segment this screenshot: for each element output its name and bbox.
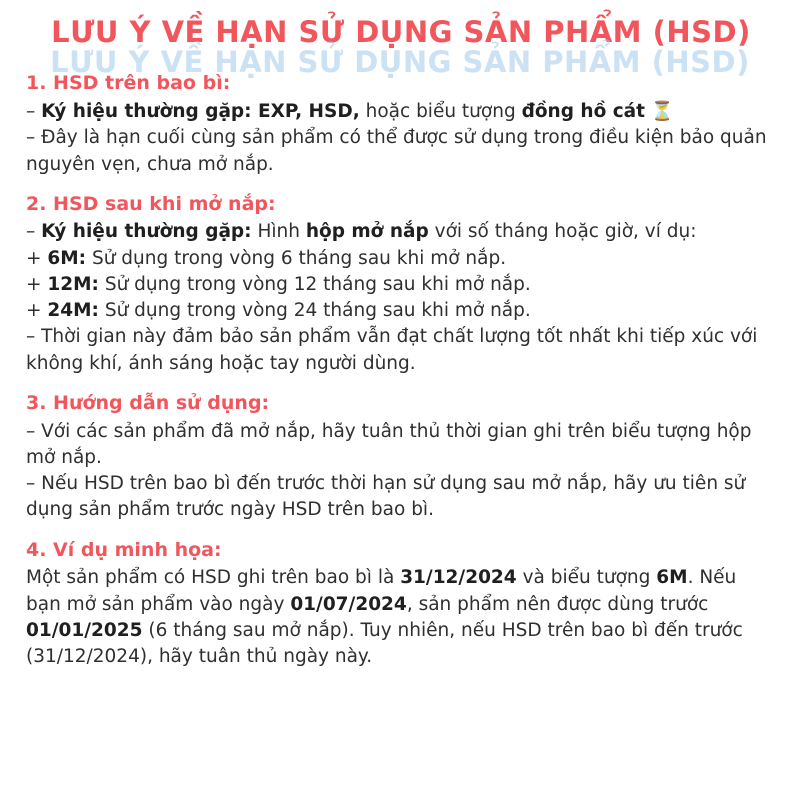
section [26, 71, 776, 177]
emphasis-text: 24M: [47, 300, 99, 322]
section-heading: 3. Hướng dẫn sử dụng: [26, 392, 270, 415]
body-text: hoặc biểu tượng [359, 100, 522, 122]
section-line [26, 471, 776, 524]
section-line [26, 324, 776, 377]
emphasis-text: 01/07/2024 [290, 593, 407, 615]
section [26, 192, 776, 377]
body-text: – [26, 100, 42, 122]
section [26, 538, 776, 671]
body-text: Một sản phẩm có HSD ghi trên bao bì là [26, 567, 401, 589]
sections-container [26, 71, 776, 670]
body-text: Hình [251, 221, 306, 243]
title-ghost-shadow: LƯU Ý VỀ HẠN SỬ DỤNG SẢN PHẨM (HSD) [50, 45, 750, 79]
body-text: . Nếu bạn mở sản phẩm vào ngày [26, 567, 737, 615]
section-line [26, 246, 776, 272]
emphasis-text: 01/01/2025 [26, 619, 143, 641]
body-text: và biểu tượng [516, 567, 657, 589]
emphasis-text: 6M [656, 567, 688, 589]
body-text: – Đây là hạn cuối cùng sản phẩm có thể được sử dụng trong điều kiện bảo quản nguyên vẹn, chưa mở nắp. [26, 127, 767, 175]
section-line [26, 219, 776, 245]
section-line [26, 125, 776, 178]
emphasis-text: 31/12/2024 [400, 567, 517, 589]
body-text: + [26, 247, 48, 269]
section-line [26, 298, 776, 324]
emphasis-text: đồng hồ cát [521, 100, 646, 122]
section-heading: 1. HSD trên bao bì: [26, 72, 231, 95]
body-text: + [26, 273, 48, 295]
body-text: – [26, 221, 42, 243]
body-text: ⏳ [645, 100, 674, 122]
body-text: – Thời gian này đảm bảo sản phẩm vẫn đạt chất lượng tốt nhất khi tiếp xúc với không khí, ánh sáng hoặc tay người dùng. [26, 326, 758, 374]
section-heading: 2. HSD sau khi mở nắp: [26, 192, 276, 215]
body-text: Sử dụng trong vòng 24 tháng sau khi mở nắp. [98, 300, 531, 322]
section-line [26, 272, 776, 298]
body-text: – Với các sản phẩm đã mở nắp, hãy tuân thủ thời gian ghi trên biểu tượng hộp mở nắp. [26, 420, 752, 468]
section [26, 391, 776, 524]
section-line [26, 419, 776, 472]
emphasis-text: hộp mở nắp [305, 221, 429, 243]
emphasis-text: 6M: [47, 247, 87, 269]
body-text: – Nếu HSD trên bao bì đến trước thời hạn sử dụng sau mở nắp, hãy ưu tiên sử dụng sản phẩm trước ngày HSD trên bao bì. [26, 473, 746, 521]
body-text: (6 tháng sau mở nắp). Tuy nhiên, nếu HSD trên bao bì đến trước (31/12/2024), hãy tuân thủ ngày này. [26, 619, 743, 668]
emphasis-text: 12M: [47, 273, 99, 295]
body-text: Sử dụng trong vòng 12 tháng sau khi mở nắp. [98, 273, 531, 295]
section-heading: 4. Ví dụ minh họa: [26, 538, 222, 561]
section-line [26, 99, 776, 125]
body-text: Sử dụng trong vòng 6 tháng sau khi mở nắp. [86, 247, 507, 269]
emphasis-text: Ký hiệu thường gặp: EXP, HSD, [41, 100, 360, 122]
body-text: + [26, 300, 48, 322]
section-line [26, 565, 776, 670]
emphasis-text: Ký hiệu thường gặp: [41, 221, 252, 243]
page-title: LƯU Ý VỀ HẠN SỬ DỤNG SẢN PHẨM (HSD) [51, 15, 751, 49]
body-text: với số tháng hoặc giờ, ví dụ: [428, 221, 697, 243]
body-text: , sản phẩm nên được dùng trước [406, 593, 709, 615]
